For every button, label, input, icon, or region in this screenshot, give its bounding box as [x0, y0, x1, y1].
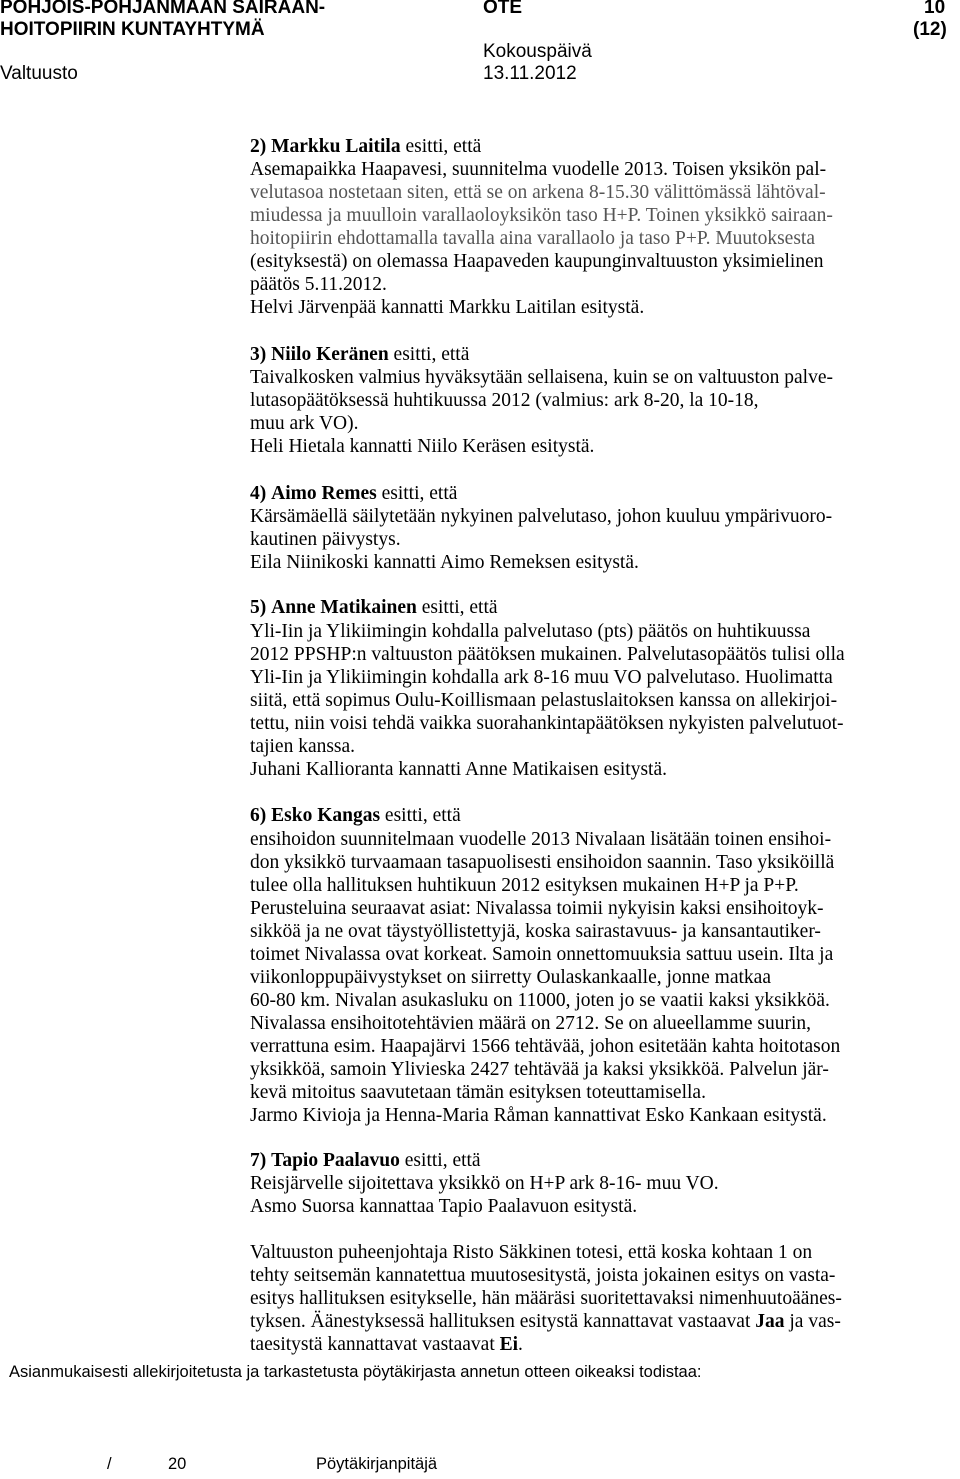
- text-line: miudessa ja muulloin varallaoloyksikön taso H+P. Toinen yksikkö sairaan-: [250, 205, 833, 226]
- proposal-heading: [250, 343, 469, 366]
- text-line: kautinen päivystys.: [250, 529, 401, 550]
- proposal-intro: esitti, että: [393, 344, 470, 365]
- signature-year: 20: [168, 1455, 187, 1473]
- text-line: Asemapaikka Haapavesi, suunnitelma vuodelle 2013. Toisen yksikön pal-: [250, 159, 827, 180]
- text-line: Taivalkosken valmius hyväksytään sellaisena, kuin se on valtuuston palve-: [250, 367, 833, 388]
- vote-text: ja vas-: [784, 1311, 841, 1332]
- text-line: Valtuuston puheenjohtaja Risto Säkkinen totesi, että koska kohtaan 1 on: [250, 1242, 813, 1263]
- text-line: velutasoa nostetaan siten, että se on arkena 8-15.30 välittömässä lähtöval-: [250, 182, 826, 203]
- signature-date-slash: /: [107, 1455, 112, 1473]
- text-line: viikonloppupäivystykset on siirretty Oulaskankaalle, jonne matkaa: [250, 967, 771, 988]
- org-name-line1: POHJOIS-POHJANMAAN SAIRAAN-: [0, 0, 326, 18]
- proposal-number: 7): [250, 1150, 267, 1171]
- text-line: tulee olla hallituksen huhtikuun 2012 esityksen mukainen H+P ja P+P.: [250, 875, 799, 896]
- vote-text: taesitystä kannattavat vastaavat: [250, 1334, 500, 1355]
- proposal-number: 3): [250, 344, 267, 365]
- org-name-line2: HOITOPIIRIN KUNTAYHTYMÄ: [0, 19, 265, 40]
- meeting-date-label: Kokouspäivä: [483, 41, 592, 62]
- support-line: Helvi Järvenpää kannatti Markku Laitilan esitystä.: [250, 297, 645, 318]
- proposal-number: 4): [250, 483, 267, 504]
- proposal-heading: [250, 135, 481, 158]
- vote-text: .: [518, 1334, 523, 1355]
- text-line: tehty seitsemän kannatettua muutosesitystä, joista jokainen esitys on vasta-: [250, 1265, 836, 1286]
- proposer-name: Anne Matikainen: [271, 597, 417, 618]
- proposal-intro: esitti, että: [381, 483, 458, 504]
- text-line: päätös 5.11.2012.: [250, 274, 387, 295]
- meeting-date: 13.11.2012: [483, 63, 577, 84]
- proposal-heading: [250, 482, 457, 505]
- text-line: lutasopäätöksessä huhtikuussa 2012 (valmius: ark 8-20, la 10-18,: [250, 390, 759, 411]
- text-line: tajien kanssa.: [250, 736, 356, 757]
- text-line: Perusteluina seuraavat asiat: Nivalassa toimii nykyisin kaksi ensihoitoyk-: [250, 898, 824, 919]
- text-line: toimet Nivalassa ovat korkeat. Samoin onnettomuuksia sattuu usein. Ilta ja: [250, 944, 834, 965]
- vote-option-no: Ei: [499, 1334, 519, 1355]
- proposal-intro: esitti, että: [421, 597, 498, 618]
- text-line: [250, 1310, 841, 1333]
- support-line: Juhani Kallioranta kannatti Anne Matikaisen esitystä.: [250, 759, 667, 780]
- text-line: sikköä ja ne ovat täystyöllistettyjä, koska sairastavuus- ja kansantautiker-: [250, 921, 821, 942]
- text-line: Kärsämäellä säilytetään nykyinen palvelutaso, johon kuuluu ympärivuoro-: [250, 506, 833, 527]
- text-line: verrattuna esim. Haapajärvi 1566 tehtävää, johon esitetään kahta hoitotason: [250, 1036, 841, 1057]
- proposer-name: Markku Laitila: [271, 136, 401, 157]
- certification-text: Asianmukaisesti allekirjoitetusta ja tarkastetusta pöytäkirjasta annetun otteen oikeaksi todistaa:: [9, 1363, 702, 1381]
- text-line: muu ark VO).: [250, 413, 359, 434]
- text-line: siitä, että sopimus Oulu-Koillismaan pelastuslaitoksen kanssa on allekirjoi-: [250, 690, 838, 711]
- signer-title: Pöytäkirjanpitäjä: [316, 1455, 438, 1473]
- text-line: kevä mitoitus saavutetaan tämän esityksen toteuttamisella.: [250, 1082, 706, 1103]
- support-line: Eila Niinikoski kannatti Aimo Remeksen esitystä.: [250, 552, 639, 573]
- support-line: Asmo Suorsa kannattaa Tapio Paalavuon esitystä.: [250, 1196, 638, 1217]
- proposal-heading: [250, 596, 498, 619]
- proposal-number: 2): [250, 136, 267, 157]
- text-line: esitys hallituksen esitykselle, hän määräsi suoritettavaksi nimenhuutoäänes-: [250, 1288, 842, 1309]
- text-line: yksikköä, samoin Ylivieska 2427 tehtävää ja kaksi yksikköä. Palvelun jär-: [250, 1059, 829, 1080]
- vote-option-yes: Jaa: [755, 1311, 785, 1332]
- proposal-number: 6): [250, 805, 267, 826]
- proposer-name: Tapio Paalavuo: [271, 1150, 400, 1171]
- text-line: [250, 1333, 523, 1356]
- text-line: 2012 PPSHP:n valtuuston päätöksen mukainen. Palvelutasopäätös tulisi olla: [250, 644, 845, 665]
- proposer-name: Aimo Remes: [271, 483, 377, 504]
- proposal-intro: esitti, että: [404, 1150, 481, 1171]
- proposal-intro: esitti, että: [405, 136, 482, 157]
- text-line: Yli-Iin ja Ylikiimingin kohdalla ark 8-16 muu VO palvelutaso. Huolimatta: [250, 667, 833, 688]
- text-line: hoitopiirin ehdottamalla tavalla aina varallaolo ja taso P+P. Muutoksesta: [250, 228, 815, 249]
- proposal-number: 5): [250, 597, 267, 618]
- text-line: Nivalassa ensihoitotehtävien määrä on 2712. Se on alueellamme suurin,: [250, 1013, 812, 1034]
- proposer-name: Esko Kangas: [271, 805, 381, 826]
- proposal-intro: esitti, että: [384, 805, 461, 826]
- page-count: (12): [913, 19, 947, 40]
- body-name: Valtuusto: [0, 63, 78, 84]
- support-line: Heli Hietala kannatti Niilo Keräsen esitystä.: [250, 436, 595, 457]
- page-number: 10: [924, 0, 946, 18]
- text-line: Yli-Iin ja Ylikiimingin kohdalla palvelutaso (pts) päätös on huhtikuussa: [250, 621, 811, 642]
- proposer-name: Niilo Keränen: [271, 344, 389, 365]
- text-line: tettu, niin voisi tehdä vaikka suorahankintapäätöksen nykyisten palvelutuot-: [250, 713, 844, 734]
- proposal-heading: [250, 1149, 481, 1172]
- text-line: Reisjärvelle sijoitettava yksikkö on H+P ark 8-16- muu VO.: [250, 1173, 719, 1194]
- text-line: ensihoidon suunnitelmaan vuodelle 2013 Nivalaan lisätään toinen ensihoi-: [250, 829, 832, 850]
- text-line: 60-80 km. Nivalan asukasluku on 11000, joten jo se vaatii kaksi yksikköä.: [250, 990, 830, 1011]
- text-line: (esityksestä) on olemassa Haapaveden kaupunginvaltuuston yksimielinen: [250, 251, 824, 272]
- support-line: Jarmo Kivioja ja Henna-Maria Råman kannattivat Esko Kankaan esitystä.: [250, 1105, 827, 1126]
- text-line: don yksikkö turvaamaan tasapuolisesti ensihoidon saannin. Taso yksiköillä: [250, 852, 835, 873]
- vote-text: tyksen. Äänestyksessä hallituksen esitystä kannattavat vastaavat: [250, 1311, 756, 1332]
- doc-type: OTE: [483, 0, 523, 18]
- proposal-heading: [250, 804, 461, 827]
